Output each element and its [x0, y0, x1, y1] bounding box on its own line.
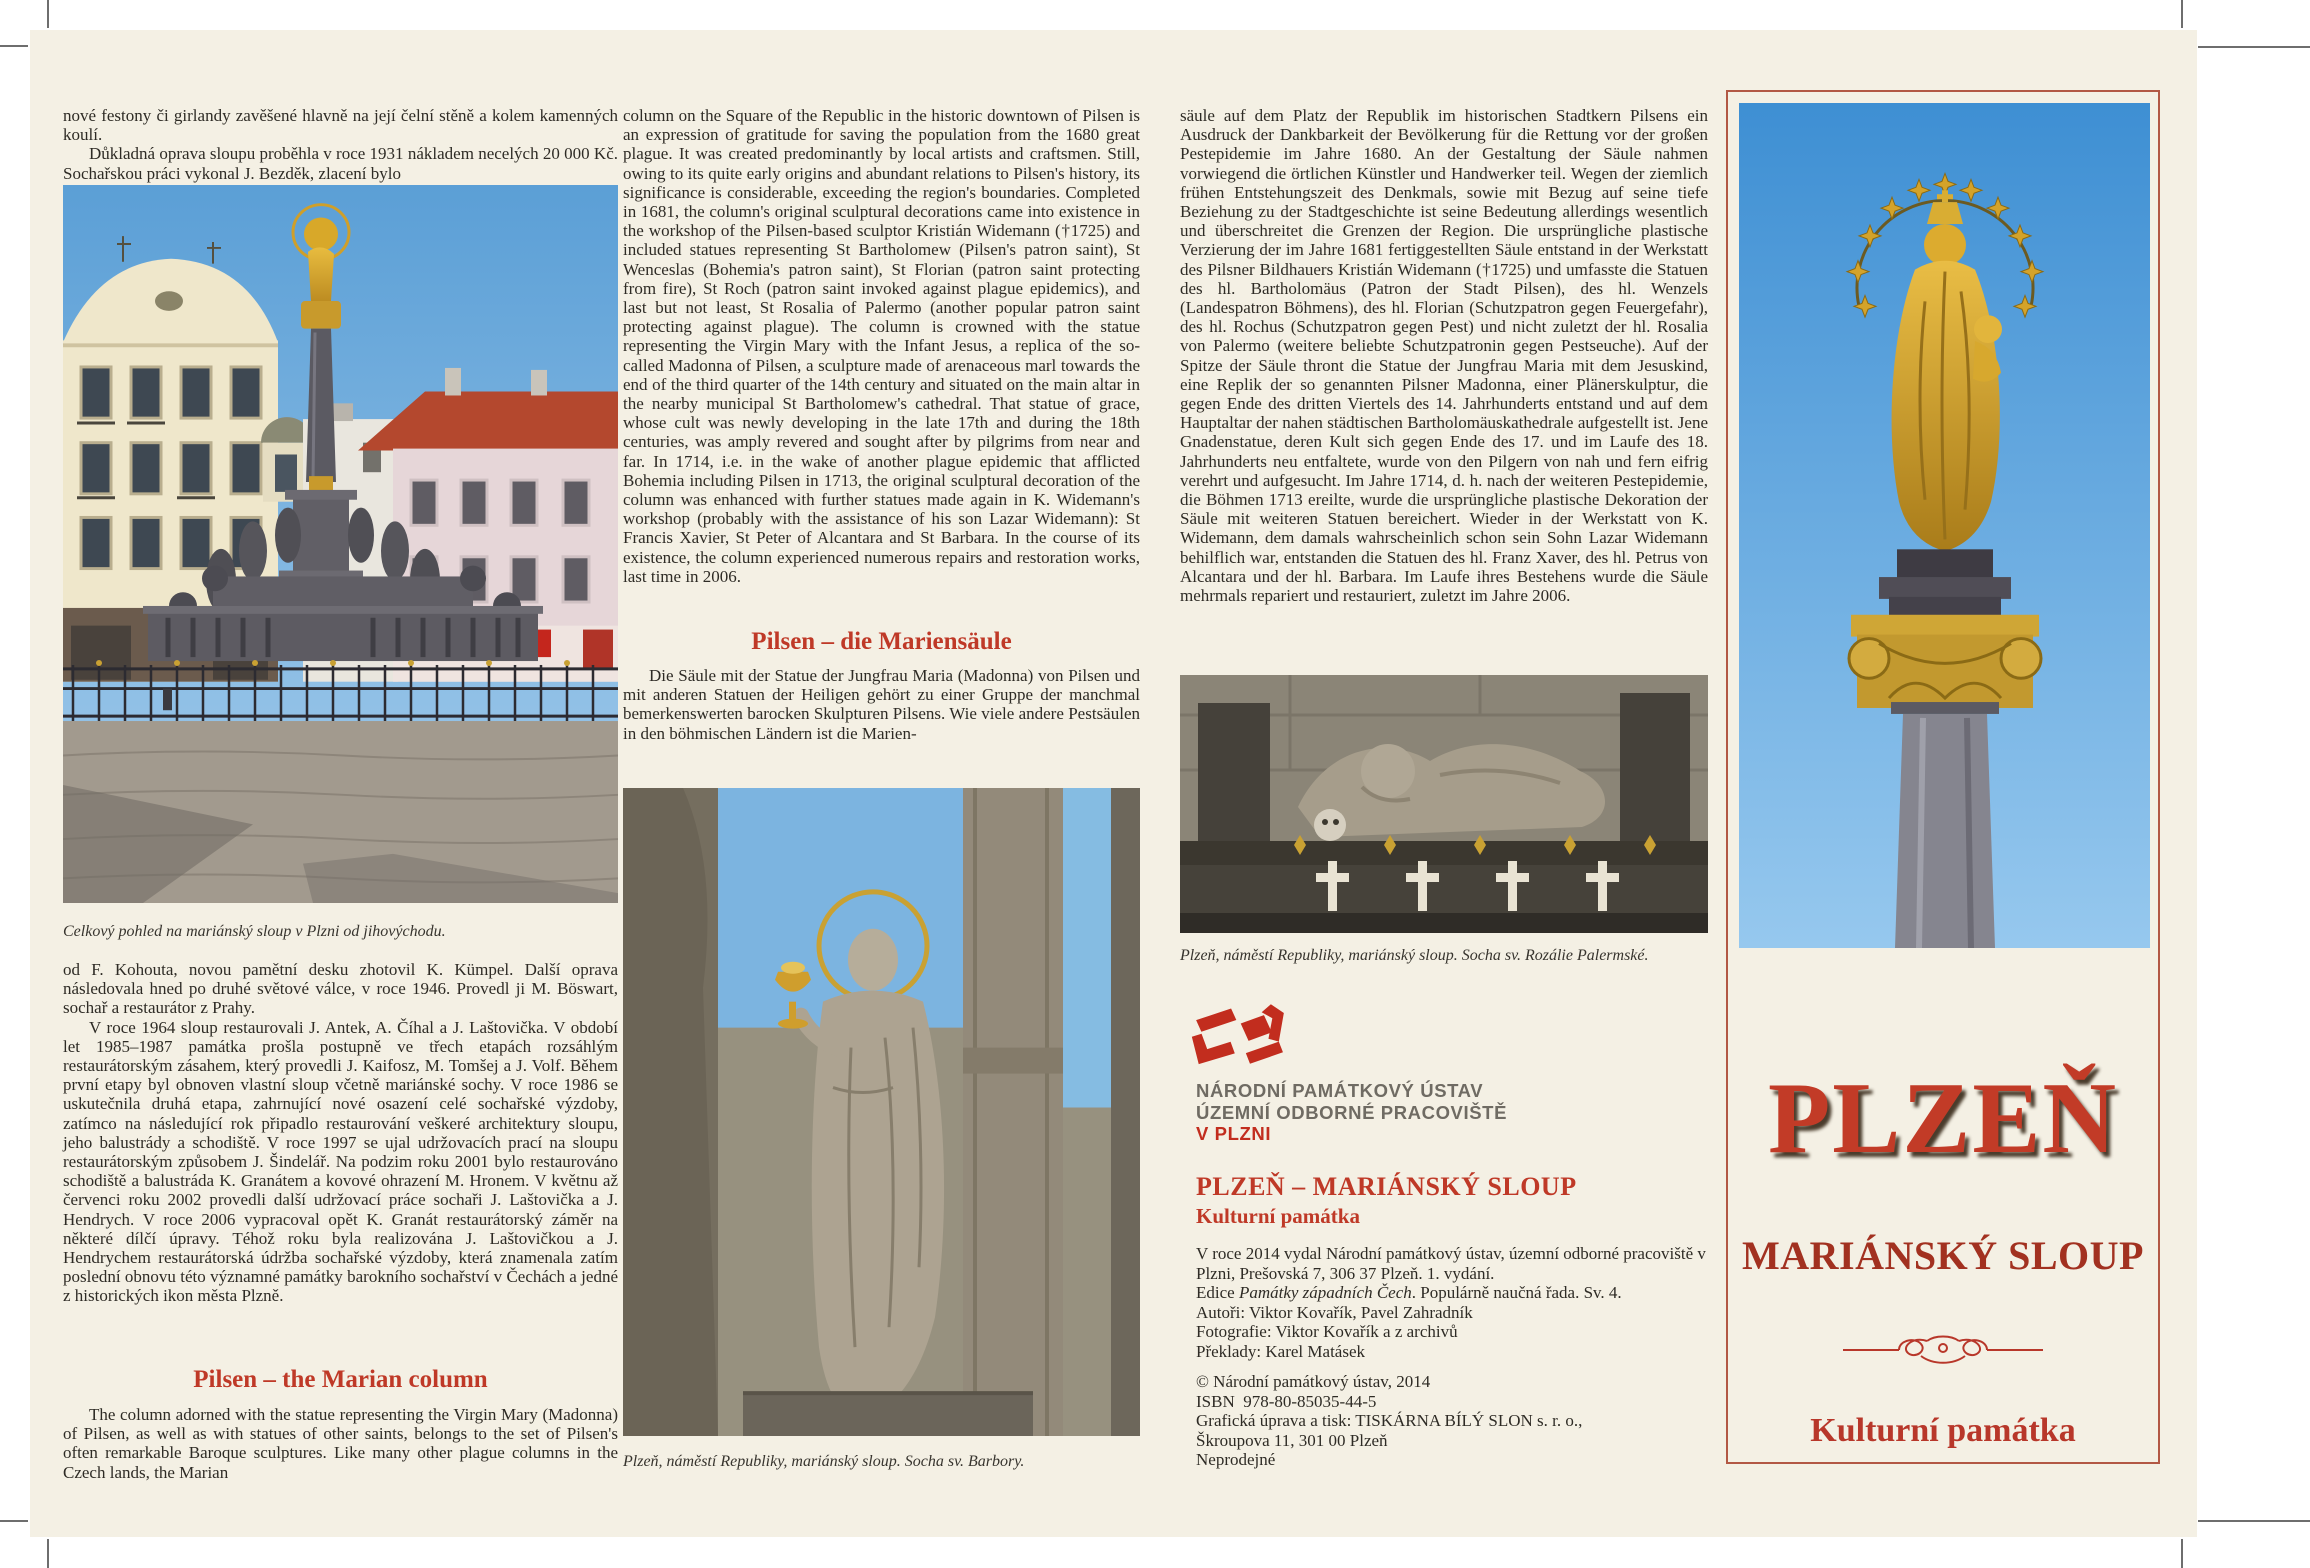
- paragraph: nové festony či girlandy zavěšené hlavně na její čelní stěně a kolem kamenných koulí.: [63, 106, 618, 145]
- imprint-publisher: V roce 2014 vydal Národní památkový ústav, územní odborné pracoviště v Plzni, Prešovská 7, 306 37 Plzeň. 1. vydání.: [1196, 1244, 1706, 1283]
- cover-footer: Kulturní památka: [1810, 1412, 2076, 1449]
- col1-restoration-text: [63, 960, 618, 1306]
- paragraph: V roce 1964 sloup restaurovali J. Antek, A. Číhal a J. Laštovička. V období let 1985–1987 památka prošla postupně ve třech etapách rozsáhlým restaurátorským zásahem, který provedli J. Kaifosz, M. Tomšej a J. Volf. Během první etapy byl obnoven vlastní sloup včetně mariánské sochy. V roce 1986 se uskutečnila druhá etapa, zahrnující nové osazení celé sochařské výzdoby, zatímco na následující rok připadlo restaurování veškeré architektury sloupu, jeho balustrády a schodiště. V roce 1997 se ujal udržovacích prací na sloupu restaurátorským způsobem J. Šindelář. Na podzim roku 2001 bylo restaurováno schodiště a balustráda K. Granátem a kovové ohrazení M. Hronem. V květnu až červenci roku 2002 provedli další udržovací práce sochaři J. Laštovička a J. Hendrych. V roce 2006 vypracoval opět K. Granát restaurátorský záměr na některé dílčí úpravy. Téhož roku byla realizována J. Laštovičkou a J. Hendrychem restaurátorská údržba sochařské výzdoby, která znamenala zatím poslední obnovu této významné památky barokního sochařství v Čechách a jedné z historických ikon města Plzně.: [63, 1017, 618, 1306]
- paragraph: Die Säule mit der Statue der Jungfrau Maria (Madonna) von Pilsen und mit anderen Statuen der Heiligen gehört zu einer Gruppe der manchmal bemerkenswerten barocken Skulpturen Pilsens. Wie viele andere Pestsäulen in den böhmischen Ländern ist die Marien-: [623, 666, 1140, 743]
- npu-logo: [1186, 1002, 1288, 1070]
- square-overview-illustration: [63, 185, 618, 903]
- photo3-caption: Plzeň, náměstí Republiky, mariánský sloup. Socha sv. Rozálie Palermské.: [1180, 947, 1649, 964]
- imprint-authors: Autoři: Viktor Kovařík, Pavel Zahradník: [1196, 1302, 1473, 1322]
- cover-subtitle: MARIÁNSKÝ SLOUP: [1742, 1233, 2144, 1278]
- crop-mark-top-right-h: [2198, 46, 2310, 48]
- english-section-heading: Pilsen – the Marian column: [193, 1366, 488, 1393]
- not-for-sale: Neprodejné: [1196, 1450, 1276, 1469]
- imprint-edition-series: Památky západních Čech: [1238, 1283, 1412, 1302]
- flourish-icon: [1843, 1332, 2043, 1368]
- paragraph: säule auf dem Platz der Republik im historischen Stadtkern Pilsens ein Ausdruck der Dankbarkeit der Bevölkerung für die Rettung vor der großen Pestepidemie im Jahre 1680. An der Gestaltung der Säule nahmen vorwiegend die örtlichen Künstler und Handwerker teil. Wegen der ziemlich frühen Entstehungszeit des Denkmals, sowie mit Bezug auf seine tiefe Beziehung zu der Stadtgeschichte ist seine Bedeutung allerdings wesentlich und überschreitet die Grenzen der Region. Die ursprüngliche plastische Verzierung der im Jahre 1681 fertiggestellten Säule entstand in der Werkstatt des Pilsner Bildhauers Kristián Widemann (†1725) und umfasste die Statuen des hl. Bartholomäus (Patron der Stadt Pilsen), des hl. Wenzels (Landespatron Böhmens), des hl. Florian (Schutzpatron gegen Feuergefahr), des hl. Rochus (Schutzpatron gegen Pest) und nicht zuletzt der hl. Rosalia von Palermo (weitere beliebte Schutzpatronin gegen Pestseuche). Auf der Spitze der Säule thront die Statue der Jungfrau Maria mit dem Jesuskind, eine Replik der so genannten Pilsner Madonna, einer Plänerskulptur, die gegen Ende des dritten Viertels des 14. Jahrhunderts entstand und auf dem Hauptaltar der nahen städtischen Bartholomäuskathedrale aufgestellt ist. Jene Gnadenstatue, deren Kult sich gegen Ende des 17. und im Laufe des 18. Jahrhunderts neu entfaltete, wurde von den Pilgern von nah und fern eifrig verehrt und aufgesucht. Im Jahre 1714, d. h. nach der weiteren Pestepidemie, die Böhmen 1713 ereilte, wurde die ursprüngliche plastische Dekoration der Säule mit weiteren Statuen bereichert. Wieder in der Werkstatt von K. Widemann, dem damals wahrscheinlich schon sein Sohn Lazar Widemann behilflich war, entstanden die Statuen des hl. Franz Xaver, des hl. Petrus von Alcantara und der hl. Barbara. Im Laufe ihres Bestehens wurde die Säule mehrmals repariert und restauriert, zuletzt im Jahre 2006.: [1180, 106, 1708, 606]
- square-overview-photo: [63, 185, 618, 903]
- imprint-edition: [1196, 1283, 1708, 1303]
- copyright-owner: © Národní památkový ústav, 2014: [1196, 1372, 1431, 1391]
- cover-panel: [1726, 90, 2160, 1464]
- crop-mark-bottom-right-h: [2198, 1520, 2310, 1522]
- col3-german-text: [1180, 106, 1708, 605]
- npu-logo-line1: NÁRODNÍ PAMÁTKOVÝ ÚSTAV: [1196, 1080, 1484, 1101]
- st-rosalia-photo: [1180, 675, 1708, 933]
- imprint-block: [1196, 1244, 1708, 1361]
- german-section-heading: Pilsen – die Mariensäule: [751, 628, 1012, 655]
- npu-logo-line2: ÚZEMNÍ ODBORNÉ PRACOVIŠTĚ: [1196, 1101, 1508, 1123]
- col2-german-text: [623, 666, 1140, 743]
- col2-english-text: [623, 106, 1140, 586]
- madonna-photo: [1739, 103, 2150, 948]
- imprint-edition-post: . Populárně naučná řada. Sv. 4.: [1411, 1283, 1622, 1302]
- paragraph: column on the Square of the Republic in the historic downtown of Pilsen is an expression of gratitude for saving the population from the 1680 great plague. It was created predominantly by local artists and craftsmen. Still, owing to its quite early origins and abundant relations to Pilsen's history, its significance is considerable, exceeding the region's boundaries. Completed in 1681, the column's original sculptural decorations came into existence in the workshop of the Pilsen-based sculptor Kristián Widemann (†1725) and included statues representing St Bartholomew (Pilsen's patron saint), St Wenceslas (Bohemia's patron saint), St Florian (patron saint protecting from fire), St Roch (patron saint invoked against plague epidemics), and last but not least, St Rosalia of Palermo (another popular patron saint protecting against plague). The column is crowned with the statue representing the Virgin Mary with the Infant Jesus, a replica of the so-called Madonna of Pilsen, a sculpture made of arenaceous marl towards the end of the third quarter of the 14th century and situated on the main altar in the nearby municipal St Bartholomew's cathedral. That statue of grace, whose cult was newly developing in the late 17th and during the 18th centuries, was amply revered and sought after by pilgrims from near and far. In 1714, i.e. in the wake of another plague epidemic that afflicted Bohemia including Pilsen in 1713, the original sculptural decoration of the column was enhanced with further statues made again in K. Widemann's workshop (probably with the assistance of his son Lazar Widemann): St Francis Xavier, St Peter of Alcantara and St Barbara. In the course of its existence, the column experienced numerous repairs and restoration works, last time in 2006.: [623, 106, 1140, 586]
- copyright-block: [1196, 1372, 1708, 1470]
- printer-address: Škroupova 11, 301 00 Plzeň: [1196, 1430, 1388, 1450]
- madonna-illustration: [1739, 103, 2150, 948]
- crop-mark-top-left-h: [0, 45, 28, 47]
- npu-logo-text: [1196, 1080, 1626, 1145]
- col3-title: PLZEŇ – MARIÁNSKÝ SLOUP: [1196, 1172, 1577, 1201]
- ornament-divider: [1843, 1332, 2043, 1368]
- photo1-caption: Celkový pohled na mariánský sloup v Plzni od jihovýchodu.: [63, 923, 446, 940]
- isbn: ISBN 978-80-85035-44-5: [1196, 1391, 1377, 1411]
- imprint-edition-pre: Edice: [1196, 1283, 1239, 1302]
- col1-intro-text: [63, 106, 618, 183]
- crop-mark-top-left-v: [47, 0, 49, 28]
- crop-mark-bottom-left-h: [0, 1520, 28, 1522]
- crop-mark-bottom-left-v: [47, 1539, 49, 1568]
- printer: Grafická úprava a tisk: TISKÁRNA BÍLÝ SLON s. r. o.,: [1196, 1411, 1583, 1430]
- crop-mark-top-right-v: [2181, 0, 2183, 28]
- paragraph: Důkladná oprava sloupu proběhla v roce 1931 nákladem necelých 20 000 Kč. Sochařskou práci vykonal J. Bezděk, zlacení bylo: [63, 144, 618, 183]
- paragraph: The column adorned with the statue representing the Virgin Mary (Madonna) of Pilsen, as well as with statues of other saints, belongs to the set of Pilsen's often remarkable Baroque sculptures. Like many other plague columns in the Czech lands, the Marian: [63, 1405, 618, 1482]
- npu-logo-line3: V PLZNI: [1196, 1123, 1272, 1144]
- col1-english-text: [63, 1405, 618, 1482]
- npu-logo-icon: [1186, 1002, 1288, 1070]
- st-barbara-photo: [623, 788, 1140, 1436]
- paragraph: od F. Kohouta, novou pamětní desku zhotovil K. Kümpel. Další oprava následovala hned po druhé světové válce, v roce 1946. Provedl ji M. Böswart, sochař a restaurátor z Prahy.: [63, 960, 618, 1018]
- imprint-photos: Fotografie: Viktor Kovařík a z archivů: [1196, 1322, 1458, 1341]
- col3-subtitle: Kulturní památka: [1196, 1204, 1360, 1228]
- imprint-translations: Překlady: Karel Matásek: [1196, 1341, 1365, 1361]
- st-rosalia-illustration: [1180, 675, 1708, 933]
- crop-mark-bottom-right-v: [2181, 1539, 2183, 1568]
- photo2-caption: Plzeň, náměstí Republiky, mariánský sloup. Socha sv. Barbory.: [623, 1453, 1025, 1470]
- cover-title: PLZEŇ: [1767, 1062, 2119, 1175]
- st-barbara-illustration: [623, 788, 1140, 1436]
